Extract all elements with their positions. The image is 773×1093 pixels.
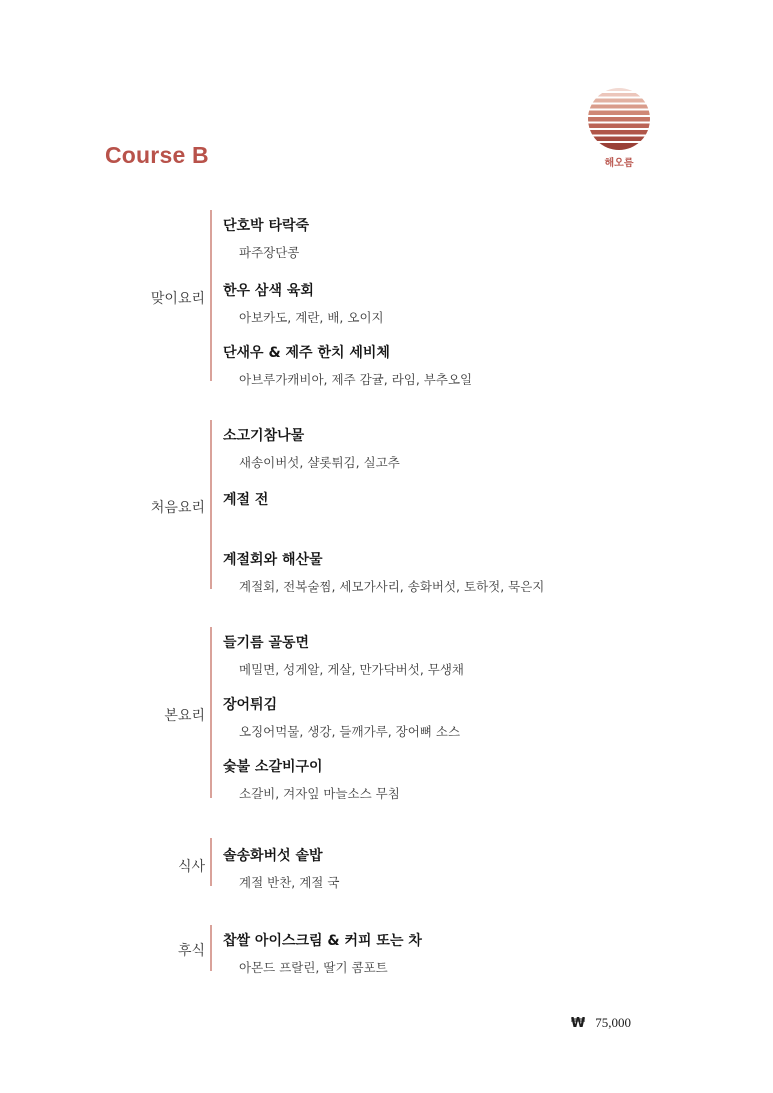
dish-desc: 파주장단콩 [239,245,300,260]
price-amount: 75,000 [595,1015,631,1030]
dish-name: 계절회와 해산물 [223,552,323,568]
dish-item [223,425,400,471]
dish-desc: 소갈비, 겨자잎 마늘소스 무침 [239,786,400,801]
dish-name: 소고기참나물 [223,428,305,444]
dish-item [223,756,400,802]
menu-section-starter [0,420,773,594]
section-divider [210,838,212,886]
dish-name: 단호박 타락죽 [223,218,310,234]
dish-item [223,342,472,388]
dish-desc: 새송이버섯, 샬롯튀김, 실고추 [239,455,400,470]
menu-section-dessert [0,925,773,975]
dish-name: 솔송화버섯 솥밥 [223,848,323,864]
section-divider [210,627,212,798]
section-divider [210,925,212,971]
dish-desc: 계절회, 전복술찜, 세모가사리, 송화버섯, 토하젓, 묵은지 [239,579,545,594]
currency-symbol: ₩ [570,1016,586,1031]
section-label: 식사 [177,859,205,875]
sunset-stripes-icon [586,88,652,150]
section-divider [210,420,212,589]
section-label: 본요리 [164,708,205,724]
section-label: 후식 [177,943,205,959]
menu-section-meal [0,838,773,890]
dish-name: 찹쌀 아이스크림 & 커피 또는 차 [223,933,422,949]
course-price [571,1015,631,1031]
dish-item [223,280,384,326]
dish-item [223,632,464,678]
dish-item [223,694,460,740]
logo-text: 해오름 [604,158,634,169]
dish-desc: 오징어먹물, 생강, 들깨가루, 장어뼈 소스 [239,724,461,739]
dish-name: 숯불 소갈비구이 [223,759,323,775]
dish-item [223,845,339,891]
dish-item [223,930,422,976]
dish-name: 한우 삼색 육회 [223,283,314,299]
menu-section-welcome [0,210,773,387]
section-divider [210,210,212,381]
dish-desc: 메밀면, 성게알, 게살, 만가닥버섯, 무생채 [239,662,464,677]
dish-desc: 아몬드 프랄린, 딸기 콤포트 [239,960,388,975]
section-label: 맞이요리 [150,291,205,307]
dish-desc: 아보카도, 계란, 배, 오이지 [239,310,384,325]
course-title: Course B [105,142,209,168]
dish-item [223,215,309,261]
dish-item [223,549,544,595]
dish-name: 계절 전 [223,492,269,508]
menu-section-main [0,627,773,801]
dish-name: 들기름 골동면 [223,635,310,651]
dish-desc: 계절 반찬, 계절 국 [239,875,340,890]
restaurant-logo [583,88,655,170]
dish-desc: 아브루가캐비아, 제주 감귤, 라임, 부추오일 [239,372,473,387]
section-label: 처음요리 [150,500,205,516]
dish-name: 장어튀김 [223,697,278,713]
dish-item [223,489,268,509]
dish-name: 단새우 & 제주 한치 세비체 [223,345,390,361]
